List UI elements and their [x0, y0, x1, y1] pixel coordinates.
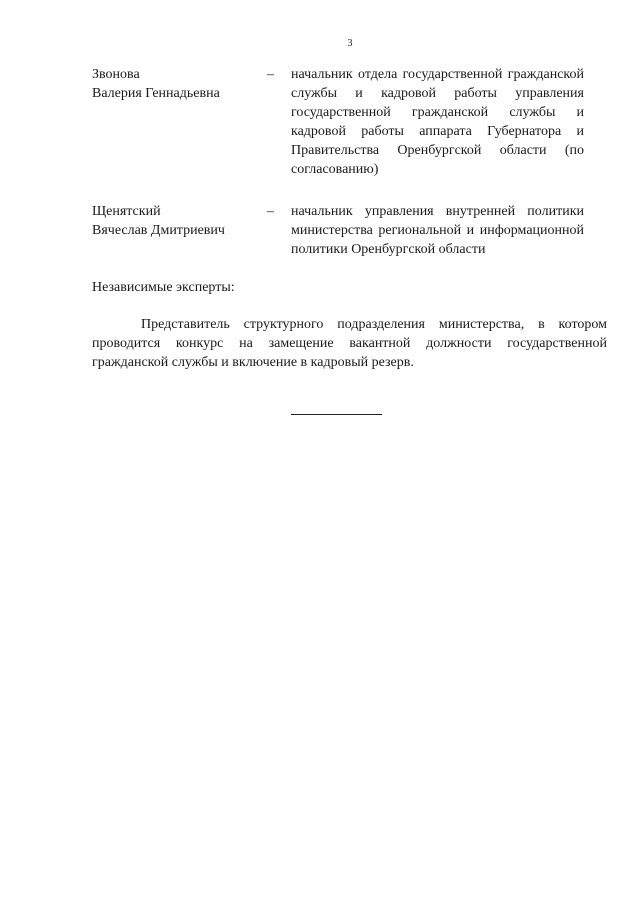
- member-given-names: Вячеслав Дмитриевич: [92, 223, 225, 238]
- member-name: [92, 202, 267, 240]
- page-number: 3: [347, 38, 353, 49]
- commission-member: [92, 202, 584, 259]
- member-surname: Звонова: [92, 67, 140, 82]
- commission-member: [92, 65, 584, 179]
- member-position: начальник отдела государственной гражданской службы и кадровой работы управления государственной гражданской службы и кадровой работы аппарата Губернатора и Правительства Оренбургской области (по согласованию): [291, 67, 584, 177]
- member-given-names: Валерия Геннадьевна: [92, 86, 220, 101]
- end-of-document-line: [291, 414, 382, 415]
- experts-heading: Независимые эксперты:: [92, 280, 235, 295]
- member-position: начальник управления внутренней политики министерства региональной и информационной политики Оренбургской области: [291, 204, 584, 257]
- member-dash: –: [267, 204, 274, 219]
- commission-member-list: [92, 65, 584, 259]
- member-name: [92, 65, 267, 103]
- experts-paragraph: Представитель структурного подразделения министерства, в котором проводится конкурс на замещение вакантной должности государственной гражданской службы и включение в кадровый резерв.: [92, 317, 607, 370]
- member-surname: Щенятский: [92, 204, 161, 219]
- member-dash: –: [267, 67, 274, 82]
